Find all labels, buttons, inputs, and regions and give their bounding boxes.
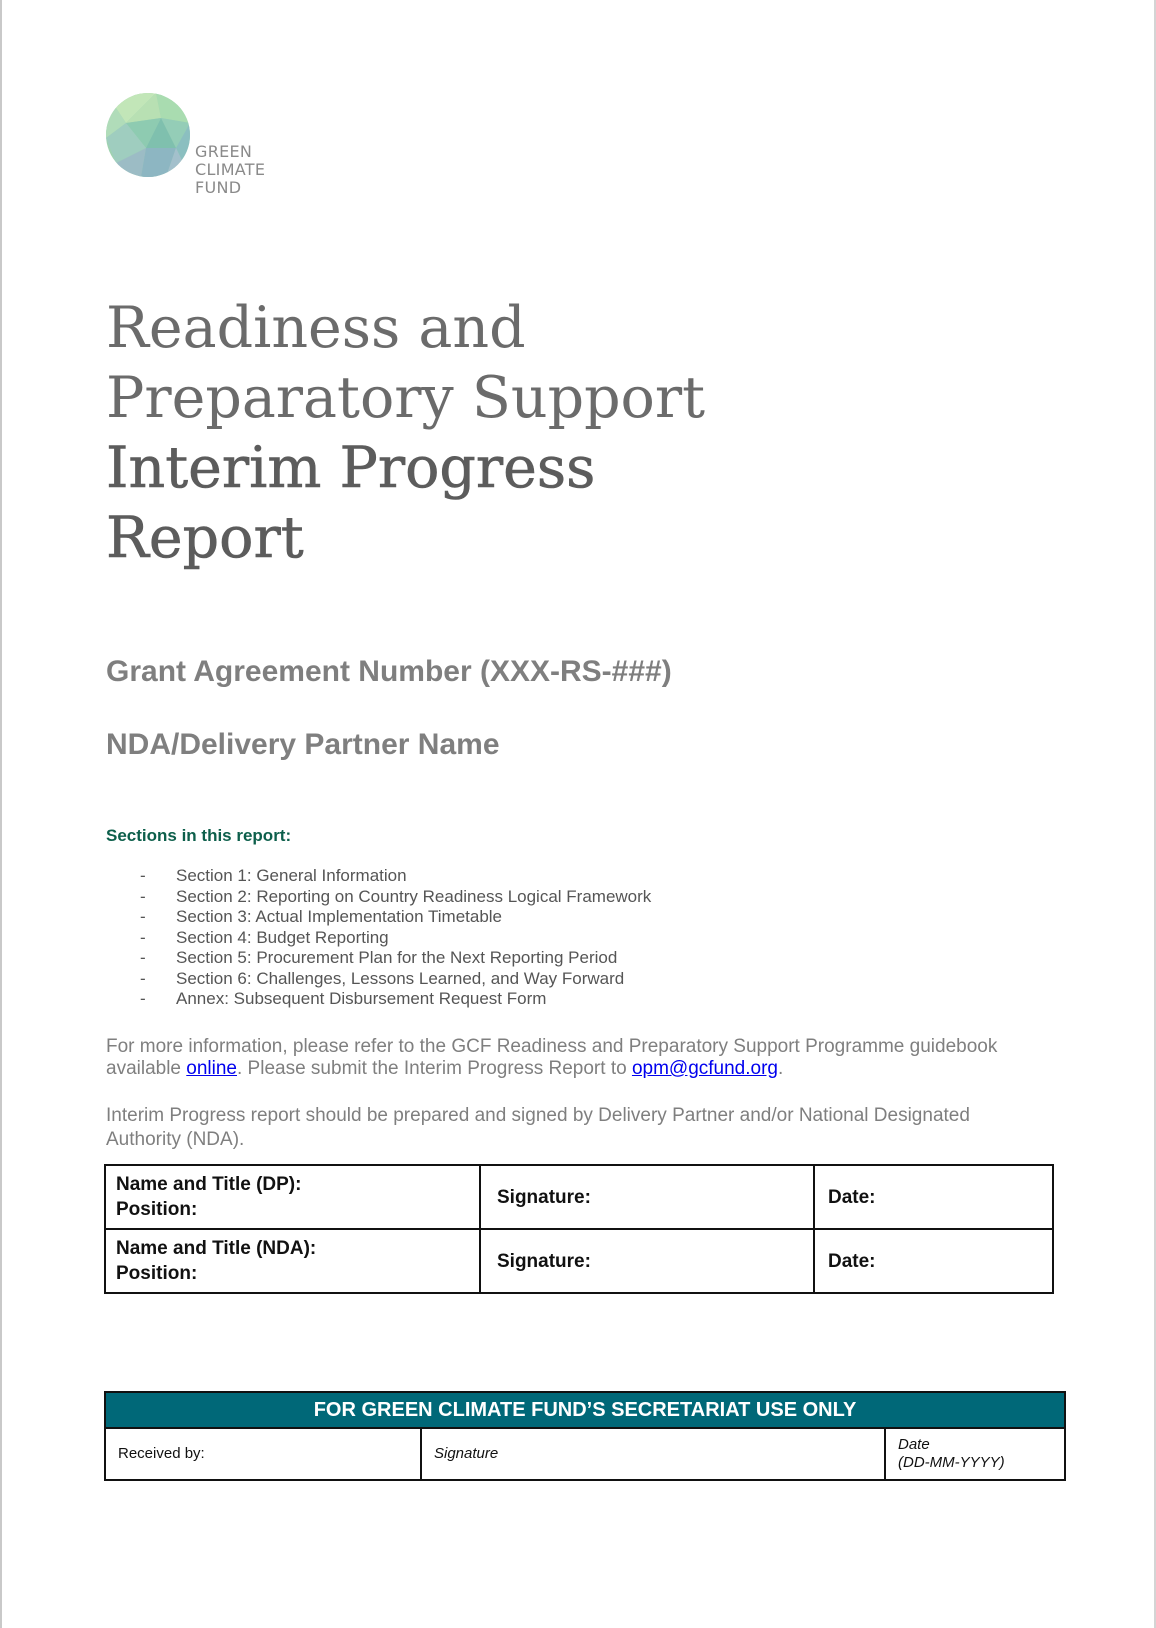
logo-wordmark [195, 143, 265, 197]
dp-date-cell[interactable]: Date: [814, 1165, 1053, 1229]
title-line-2: Preparatory Support [106, 365, 706, 431]
received-by-cell[interactable]: Received by: [105, 1428, 421, 1480]
sections-heading: Sections in this report: [106, 826, 292, 845]
table-row [105, 1428, 1065, 1480]
signature-table [104, 1164, 1054, 1294]
nda-name-label: Name and Title (NDA): [116, 1238, 317, 1259]
nda-signature-cell[interactable]: Signature: [480, 1229, 814, 1293]
title-line-1: Readiness and [106, 295, 526, 361]
dp-position-label: Position: [116, 1199, 198, 1220]
title-line-3: Interim Progress [106, 435, 596, 501]
title-line-4: Report [106, 505, 304, 571]
grant-agreement-number: Grant Agreement Number (XXX-RS-###) [106, 655, 672, 688]
list-item: - Section 4: Budget Reporting [140, 927, 389, 947]
logo-line-2: CLIMATE [195, 160, 266, 179]
email-link[interactable]: opm@gcfund.org [631, 1058, 778, 1079]
list-item: - Section 3: Actual Implementation Timetable [140, 907, 503, 926]
partner-name: NDA/Delivery Partner Name [106, 728, 500, 761]
online-link[interactable]: online [186, 1058, 237, 1079]
list-item: - Section 6: Challenges, Lessons Learned, and Way Forward [140, 968, 625, 988]
secretariat-header: FOR GREEN CLIMATE FUND’S SECRETARIAT USE ONLY [105, 1392, 1065, 1428]
sections-list [140, 866, 651, 1010]
list-item: - Section 1: General Information [140, 866, 407, 885]
document-title [106, 293, 726, 573]
table-row [105, 1229, 1053, 1293]
logo-line-1: GREEN [195, 142, 253, 161]
list-item: - Annex: Subsequent Disbursement Request Form [140, 989, 547, 1008]
dp-signature-cell[interactable]: Signature: [480, 1165, 814, 1229]
secretariat-table [104, 1391, 1066, 1481]
list-item: - Section 2: Reporting on Country Readiness Logical Framework [140, 886, 652, 906]
nda-name-cell[interactable] [105, 1229, 480, 1293]
preparation-note: Interim Progress report should be prepared and signed by Delivery Partner and/or National Designated Authority (NDA). [106, 1105, 970, 1150]
table-row [105, 1165, 1053, 1229]
dp-name-cell[interactable] [105, 1165, 480, 1229]
nda-position-label: Position: [116, 1263, 198, 1284]
list-item: - Section 5: Procurement Plan for the Next Reporting Period [140, 948, 618, 967]
secretariat-date-cell[interactable]: Date (DD-MM-YYYY) [885, 1428, 1065, 1480]
info-paragraph: For more information, please refer to the GCF Readiness and Preparatory Support Programme guidebook available online. Please submit the Interim Progress Report to opm@gcfund.org. [106, 1036, 998, 1079]
page-edge-left [0, 0, 2, 1628]
dp-name-label: Name and Title (DP): [116, 1174, 302, 1195]
logo-line-3: FUND [195, 178, 242, 197]
secretariat-signature-cell[interactable]: Signature [421, 1428, 885, 1480]
table-header-row [105, 1392, 1065, 1428]
nda-date-cell[interactable]: Date: [814, 1229, 1053, 1293]
